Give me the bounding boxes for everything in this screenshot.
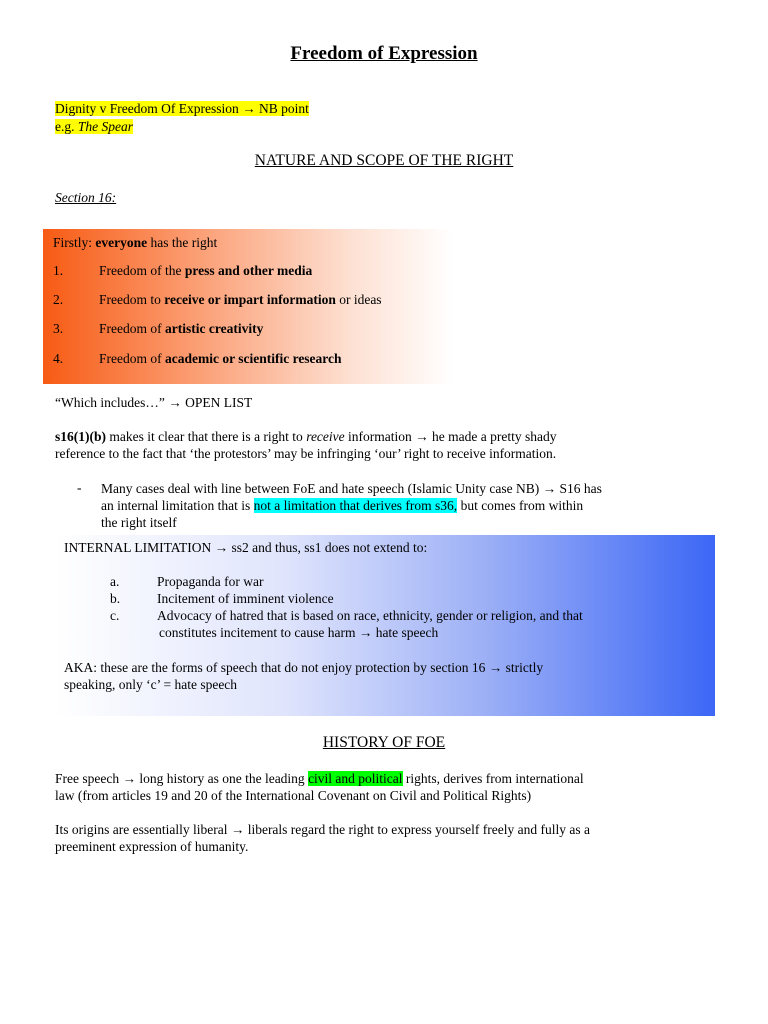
s16-text-a: makes it clear that there is a right to xyxy=(106,429,307,444)
item-pre: Freedom to xyxy=(99,292,165,307)
item-pre: Freedom of xyxy=(99,321,165,336)
item-post: or ideas xyxy=(335,292,382,307)
item-bold: press and other media xyxy=(184,263,313,278)
list-item xyxy=(0,574,768,591)
section-heading-nature: NATURE AND SCOPE OF THE RIGHT xyxy=(254,152,514,169)
list-number: 2. xyxy=(53,292,64,307)
bullet-dash: - xyxy=(77,480,82,495)
s16-paragraph-line-2: reference to the fact that ‘the protestors’ may be infringing ‘our’ right to receive information. xyxy=(55,446,557,461)
section-16-label: Section 16: xyxy=(55,190,117,205)
history-text-post: rights, derives from international xyxy=(402,771,584,786)
open-list-line: “Which includes…” → OPEN LIST xyxy=(55,395,253,410)
list-letter: a. xyxy=(110,574,120,589)
list-item-text xyxy=(99,292,382,308)
intro-highlight-1: Dignity v Freedom Of Expression → NB point xyxy=(55,101,309,116)
item-bold: receive or impart information xyxy=(164,292,336,307)
intro-eg: e.g. xyxy=(55,119,78,134)
section-subheading xyxy=(55,189,116,206)
item-pre: Freedom of the xyxy=(99,263,185,278)
aka-line-1: AKA: these are the forms of speech that do not enjoy protection by section 16 → strictly xyxy=(64,660,544,675)
list-letter: b. xyxy=(110,591,121,606)
bullet-line-1: Many cases deal with line between FoE and hate speech (Islamic Unity case NB) → S16 has xyxy=(101,481,602,496)
item-pre: Freedom of xyxy=(99,351,165,366)
has-right-text: has the right xyxy=(147,235,218,250)
bullet-text-pre: an internal limitation that is xyxy=(101,498,254,513)
history-paragraph-2-line-1: Its origins are essentially liberal → liberals regard the right to express yourself freely and fully as a xyxy=(55,822,590,837)
item-c-line-2: constitutes incitement to cause harm → hate speech xyxy=(159,625,439,640)
item-bold: artistic creativity xyxy=(164,321,264,336)
list-letter: c. xyxy=(110,608,120,623)
bullet-highlight: not a limitation that derives from s36, xyxy=(253,498,458,513)
s16-italic: receive xyxy=(306,429,345,444)
internal-limitation-header: INTERNAL LIMITATION → ss2 and thus, ss1 does not extend to: xyxy=(64,540,428,555)
history-paragraph-2-line-2: preeminent expression of humanity. xyxy=(55,839,249,854)
list-number: 1. xyxy=(53,263,64,278)
intro-highlight-2 xyxy=(55,119,133,134)
intro-spear: The Spear xyxy=(77,119,133,134)
item-bold: academic or scientific research xyxy=(164,351,342,366)
s16-bold: s16(1)(b) xyxy=(55,429,106,444)
firstly-label: Firstly: xyxy=(53,235,96,250)
list-item-text xyxy=(99,351,342,367)
list-item-text xyxy=(99,321,263,337)
bullet-line-3: the right itself xyxy=(101,515,177,530)
rights-list xyxy=(0,263,768,383)
bullet-line-2 xyxy=(101,497,583,514)
list-item-text: Advocacy of hatred that is based on race, ethnicity, gender or religion, and that xyxy=(157,608,583,623)
list-number: 4. xyxy=(53,351,64,366)
list-item xyxy=(0,608,768,625)
intro-line-2 xyxy=(55,118,133,135)
section-heading-history: HISTORY OF FOE xyxy=(322,734,446,751)
list-item xyxy=(0,591,768,608)
aka-line-2: speaking, only ‘c’ = hate speech xyxy=(64,677,238,692)
list-number: 3. xyxy=(53,321,64,336)
s16-paragraph-line-1 xyxy=(55,428,556,445)
s16-text-b: information → he made a pretty shady xyxy=(344,429,557,444)
rights-firstly xyxy=(53,235,217,251)
everyone-bold: everyone xyxy=(95,235,148,250)
page-title: Freedom of Expression xyxy=(290,43,478,64)
history-highlight: civil and political xyxy=(308,771,403,786)
history-paragraph-1-line-1 xyxy=(55,770,584,787)
list-item-text xyxy=(99,263,312,279)
bullet-text-post: but comes from within xyxy=(457,498,584,513)
list-item-text: Propaganda for war xyxy=(157,574,264,589)
intro-line-1 xyxy=(55,100,309,117)
list-item-text: Incitement of imminent violence xyxy=(157,591,334,606)
history-paragraph-1-line-2: law (from articles 19 and 20 of the International Covenant on Civil and Political Rights) xyxy=(55,788,532,803)
history-text-pre: Free speech → long history as one the leading xyxy=(55,771,309,786)
